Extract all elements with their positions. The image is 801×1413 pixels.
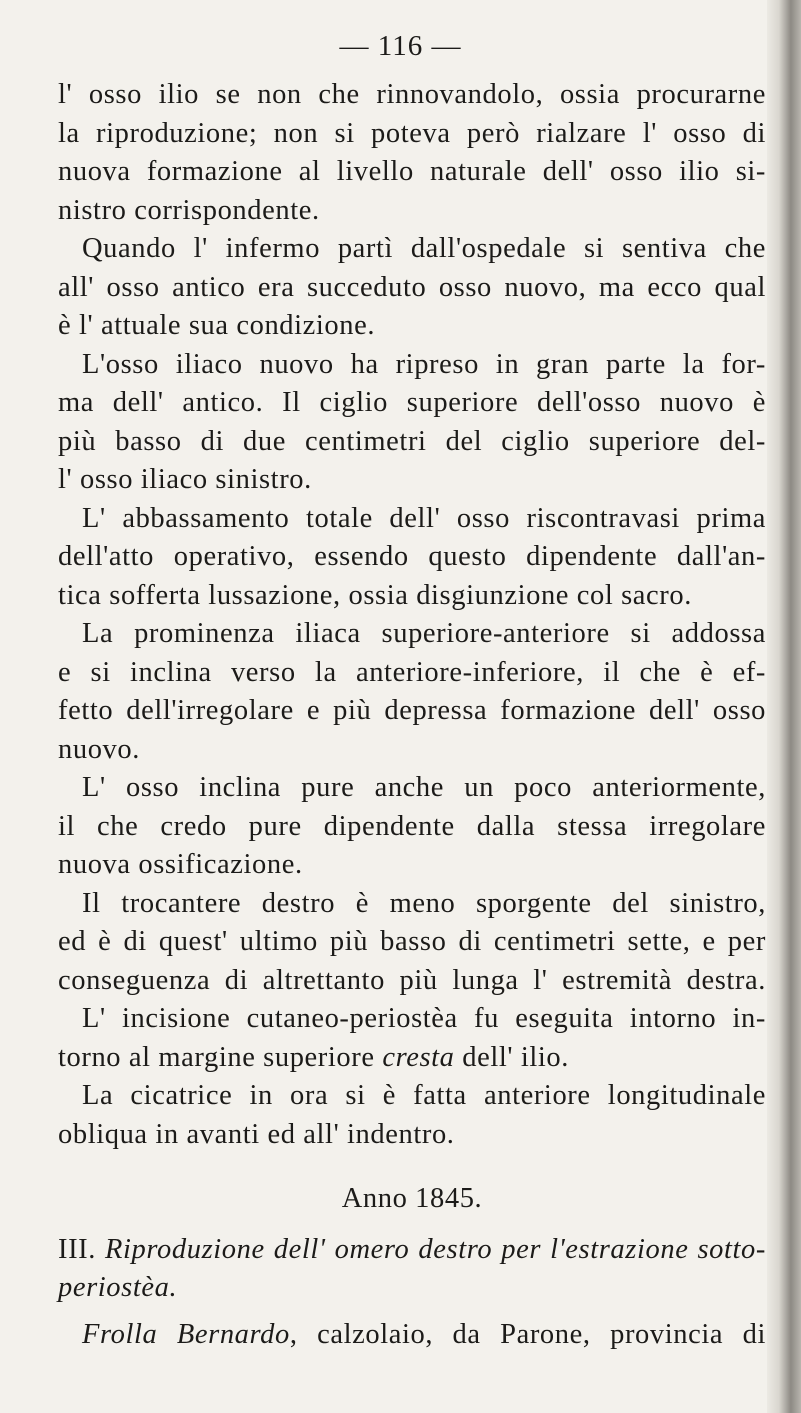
section-heading [58,1231,766,1308]
paragraph-3 [58,346,766,500]
paragraph-1 [58,76,766,230]
text-line: conseguenza di altrettanto più lunga l' estremità destra. [58,964,766,996]
patient-details: , calzolaio, da Parone, provincia di [289,1318,766,1350]
text-line: L' abbassamento totale dell' osso riscontravasi prima [82,502,766,534]
page-number: — 116 — [339,30,462,62]
paragraph-9 [58,1077,766,1154]
paragraph-7 [58,885,766,1001]
text-line: ed è di quest' ultimo più basso di centimetri sette, e per [58,926,766,957]
text-line: l' osso iliaco sinistro. [58,464,312,495]
patient-name: Frolla Bernardo [82,1318,290,1350]
text-line: il che credo pure dipendente dalla stessa irregolare [58,810,766,842]
text-line: L' incisione cutaneo-periostèa fu eseguita intorno in- [82,1003,766,1034]
text-line: obliqua in avanti ed all' indentro. [58,1118,455,1150]
paragraph-2 [58,230,766,346]
text-line: dell'atto operativo, essendo questo dipendente dall'an- [58,541,766,572]
text-line [58,1039,766,1078]
text-line: più basso di due centimetri del ciglio superiore del- [58,425,766,457]
text-line: nistro corrispondente. [58,194,320,226]
text-line: e si inclina verso la anteriore-inferiore, il che è ef- [58,656,766,688]
text-line: nuovo. [58,733,140,765]
year-heading: Anno 1845. [341,1183,483,1214]
section-title-line: periostèa. [58,1272,178,1303]
text-line: Quando l' infermo partì dall'ospedale si sentiva che [82,233,766,264]
text-line: L' osso inclina pure anche un poco anteriormente, [82,772,766,803]
spacer [58,1308,766,1316]
page-edge-shadow [767,0,801,1413]
text-line: l' osso ilio se non che rinnovandolo, ossia procurarne [58,79,766,110]
text-line: la riproduzione; non si poteva però rialzare l' osso di [58,117,766,149]
text-line: La cicatrice in ora si è fatta anteriore longitudinale [82,1080,766,1111]
text-line: La prominenza iliaca superiore-anteriore si addossa [82,618,766,649]
text-line: fetto dell'irregolare e più depressa formazione dell' osso [58,695,766,726]
text-line: tica sofferta lussazione, ossia disgiunzione col sacro. [58,579,692,611]
paragraph-8 [58,1000,766,1077]
text-line: nuova ossificazione. [58,849,303,880]
section-number: III. [58,1233,96,1265]
section-title-line [58,1231,766,1270]
text-line: ma dell' antico. Il ciglio superiore dell'osso nuovo è [58,387,766,418]
text-line: è l' attuale sua condizione. [58,310,376,341]
text-line: all' osso antico era succeduto osso nuovo, ma ecco qual [58,271,766,303]
italic-term: cresta [382,1041,455,1073]
text-line: Il trocantere destro è meno sporgente del sinistro, [82,887,766,919]
patient-line [58,1316,766,1355]
section-title: Riproduzione dell' omero destro per l'estrazione sotto- [105,1233,766,1265]
text-fragment: torno al margine superiore [58,1041,383,1073]
text-fragment: dell' ilio. [454,1041,569,1073]
text-line: L'osso iliaco nuovo ha ripreso in gran parte la for- [82,348,766,380]
text-line: nuova formazione al livello naturale dell' osso ilio si- [58,156,766,187]
paragraph-4 [58,500,766,616]
paragraph-5 [58,615,766,769]
paragraph-6 [58,769,766,885]
body-text [58,76,766,1354]
